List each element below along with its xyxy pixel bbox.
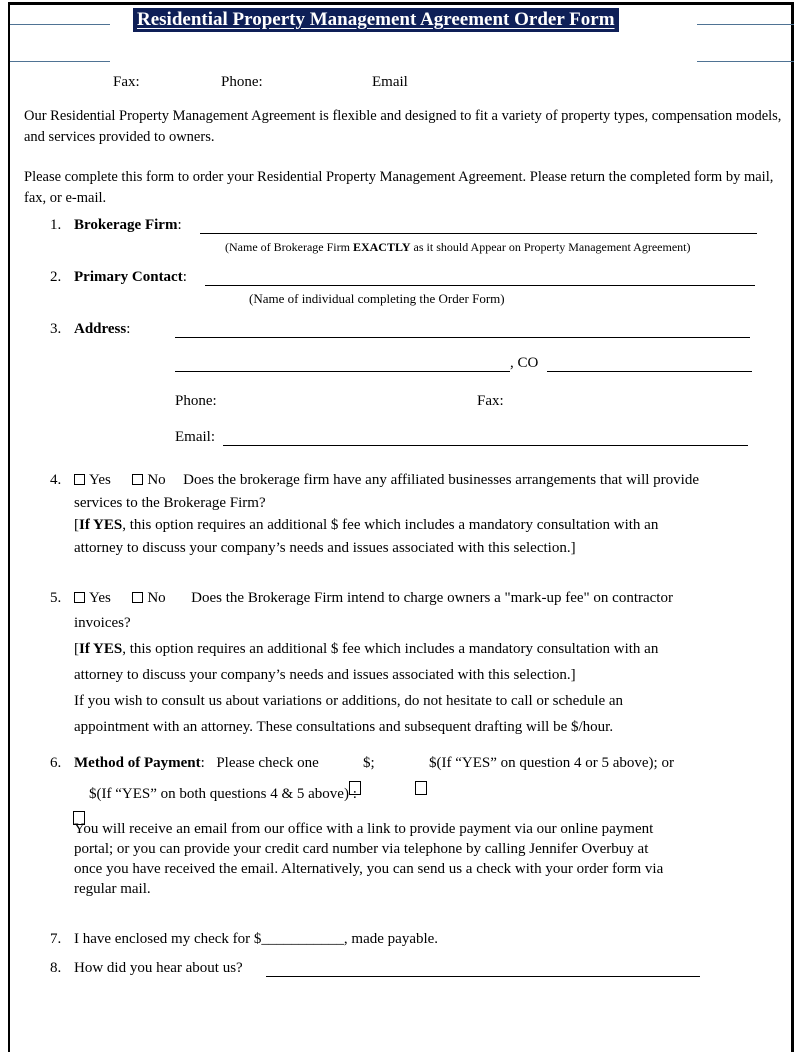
item-number: 2.: [50, 269, 62, 285]
check-text: , made payable.: [343, 931, 439, 947]
checkbox-icon[interactable]: [74, 474, 85, 485]
q4-no-option[interactable]: [132, 472, 165, 488]
primary-contact-hint: (Name of individual completing the Order Form): [249, 291, 505, 306]
colon: :: [200, 755, 205, 771]
checkbox-icon[interactable]: [74, 592, 85, 603]
hint-text: as it should Appear on Property Management Agreement): [410, 240, 691, 254]
state-label: , CO: [510, 355, 539, 371]
colon: :: [177, 217, 182, 233]
q4-yes-option[interactable]: [74, 472, 111, 488]
city-field[interactable]: [175, 371, 510, 372]
payment-body-line: portal; or you can provide your credit card number via telephone by calling Jennifer Overbuy at: [74, 841, 649, 857]
header-rule-right-top: [697, 24, 794, 25]
bracket: [: [74, 517, 79, 533]
item-number: 5.: [50, 590, 62, 606]
q4-question-cont: services to the Brokerage Firm?: [74, 495, 266, 511]
checkbox-icon[interactable]: [132, 474, 143, 485]
note-emphasis: If YES: [79, 517, 123, 533]
note-text: , this option requires an additional $ fee which includes a mandatory consultation with an: [122, 517, 659, 533]
payment-option-2-checkbox[interactable]: [415, 781, 427, 795]
colon: :: [126, 321, 131, 337]
header-fax-label: Fax:: [113, 74, 140, 90]
brokerage-firm-label: Brokerage Firm: [74, 217, 178, 233]
intro-paragraph-1: Our Residential Property Management Agreement is flexible and designed to fit a variety of property types, compensation models, and services provided to owners.: [24, 108, 782, 145]
payment-body-text: [74, 819, 663, 899]
payment-option-2[interactable]: $(If “YES” on question 4 or 5 above); or: [429, 755, 674, 771]
note-text: , this option requires an additional $ fee which includes a mandatory consultation with an: [122, 641, 659, 657]
checkbox-icon[interactable]: [132, 592, 143, 603]
check-text: I have enclosed my check for $: [74, 931, 262, 947]
payment-option-1-checkbox[interactable]: [349, 781, 361, 795]
q5-question-text: Does the Brokerage Firm intend to charge owners a "mark-up fee" on contractor: [191, 590, 673, 606]
payment-body-line: regular mail.: [74, 881, 151, 897]
check-amount-field[interactable]: ___________: [261, 931, 344, 947]
brokerage-firm-hint: [225, 240, 690, 255]
address-email-label: Email:: [175, 429, 215, 445]
payment-option-3[interactable]: $(If “YES” on both questions 4 & 5 above) :: [89, 786, 357, 802]
q4-question-text: Does the brokerage firm have any affiliated businesses arrangements that will provide: [183, 472, 699, 488]
q5-question-cont: invoices?: [74, 615, 131, 631]
header-phone-label: Phone:: [221, 74, 263, 90]
brokerage-firm-field[interactable]: [200, 233, 757, 234]
colon: :: [182, 269, 187, 285]
header-rule-left-top: [10, 24, 110, 25]
payment-body-line: once you have received the email. Alternatively, you can send us a check with your order form via: [74, 861, 664, 877]
no-label: No: [147, 472, 166, 488]
address-email-field[interactable]: [223, 445, 748, 446]
item-number: 7.: [50, 931, 62, 947]
q4-note-cont: attorney to discuss your company’s needs and issues associated with this selection.]: [74, 540, 576, 556]
note-emphasis: If YES: [79, 641, 123, 657]
no-label: No: [147, 590, 166, 606]
header-rule-left-bottom: [10, 61, 110, 62]
q5-note-cont: attorney to discuss your company’s needs and issues associated with this selection.]: [74, 667, 576, 683]
q5-extra-2: appointment with an attorney. These consultations and subsequent drafting will be $/hour.: [74, 719, 614, 735]
q5-extra-1: If you wish to consult us about variations or additions, do not hesitate to call or schedule an: [74, 693, 624, 709]
page-title: Residential Property Management Agreement Order Form: [133, 8, 619, 32]
yes-label: Yes: [89, 590, 111, 606]
address-label: Address: [74, 321, 127, 337]
primary-contact-label: Primary Contact: [74, 269, 183, 285]
item-number: 3.: [50, 321, 62, 337]
payment-option-1[interactable]: $;: [363, 755, 375, 771]
referral-label: How did you hear about us?: [74, 960, 243, 976]
item-number: 4.: [50, 472, 62, 488]
address-line-1-field[interactable]: [175, 337, 750, 338]
hint-text: (Name of Brokerage Firm: [225, 240, 353, 254]
payment-instruction: Please check one: [216, 755, 319, 771]
header-email-label: Email: [372, 74, 408, 90]
address-phone-label: Phone:: [175, 393, 217, 409]
q5-yes-option[interactable]: [74, 590, 111, 606]
primary-contact-field[interactable]: [205, 285, 755, 286]
header-rule-right-bottom: [697, 61, 794, 62]
yes-label: Yes: [89, 472, 111, 488]
q5-no-option[interactable]: [132, 590, 165, 606]
zip-field[interactable]: [547, 371, 752, 372]
item-number: 1.: [50, 217, 62, 233]
method-of-payment-label: Method of Payment: [74, 755, 201, 771]
hint-emphasis: EXACTLY: [352, 240, 411, 254]
intro-paragraph-2: Please complete this form to order your Residential Property Management Agreement. Please return the completed form by mail, fax, or e-mail.: [24, 169, 774, 206]
address-fax-label: Fax:: [477, 393, 504, 409]
q5-note: [74, 641, 658, 658]
q4-note: [74, 517, 658, 534]
payment-body-line: You will receive an email from our office with a link to provide payment via our online payment: [74, 821, 654, 837]
referral-field[interactable]: [266, 976, 700, 977]
bracket: [: [74, 641, 79, 657]
item-number: 8.: [50, 960, 62, 976]
item-number: 6.: [50, 755, 62, 771]
